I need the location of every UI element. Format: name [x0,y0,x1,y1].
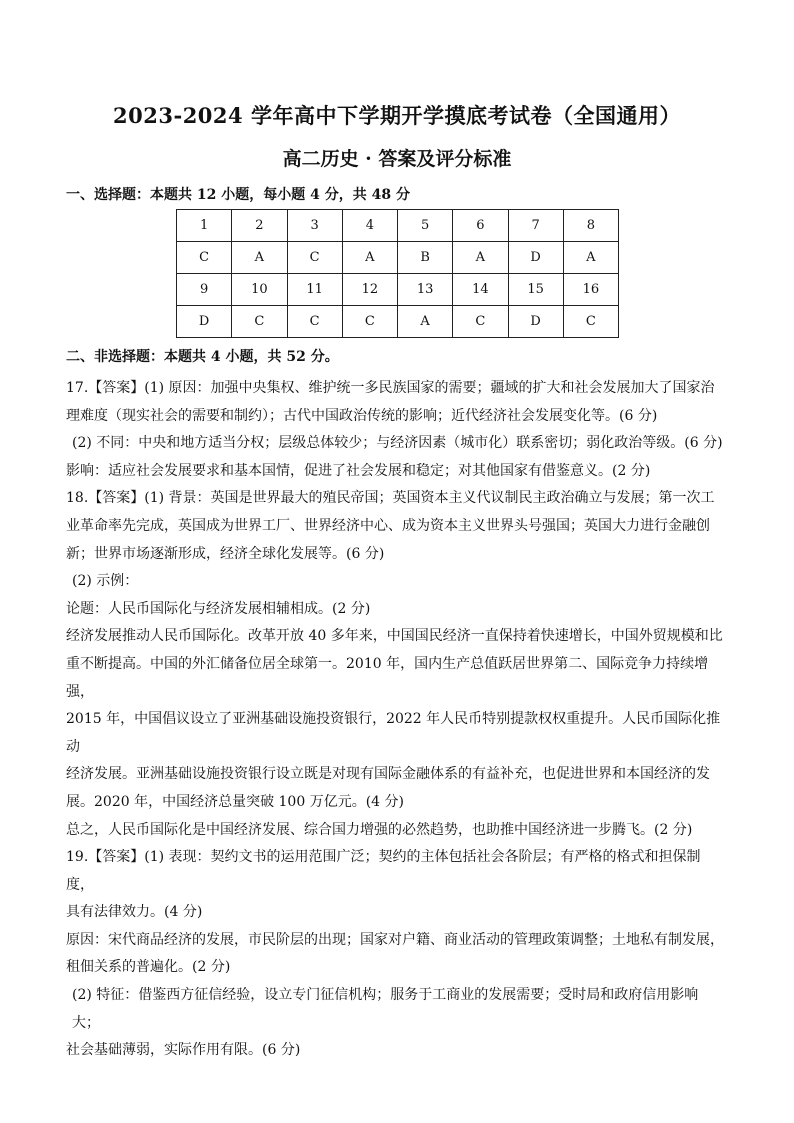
answer-table [176,209,619,338]
answer-line: 经济发展推动人民币国际化。改革开放 40 多年来，中国国民经济一直保持着快速增长，中国外贸规模和比 [66,628,723,645]
answer-line: 总之，人民币国际化是中国经济发展、综合国力增强的必然趋势，也助推中国经济进一步腾飞。(2 分) [66,821,693,838]
answer-line: (2) 不同：中央和地方适当分权；层级总体较少；与经济因素（城市化）联系密切；弱化政治等级。(6 分) [72,435,723,452]
table-cell: 16 [563,274,618,306]
answer-line: 原因：宋代商品经济的发展，市民阶层的出现；国家对户籍、商业活动的管理政策调整；土地私有制发展， [66,931,724,948]
answer-body [66,375,726,1065]
table-cell: A [342,242,397,274]
table-cell: C [563,306,618,338]
table-cell: 7 [508,210,563,242]
table-cell: 10 [232,274,287,306]
answer-line: 2015 年，中国倡议设立了亚洲基础设施投资银行，2022 年人民币特别提款权权重提升。人民币国际化推动 [66,711,721,755]
table-cell: 2 [232,210,287,242]
table-cell: A [398,306,453,338]
table-cell: C [287,306,342,338]
answer-line: 影响：适应社会发展要求和基本国情，促进了社会发展和稳定；对其他国家有借鉴意义。(2 分) [66,462,651,479]
section2-heading: 二、非选择题：本题共 4 小题，共 52 分。 [66,349,339,365]
answer-line: 19.【答案】(1) 表现：契约文书的运用范围广泛；契约的主体包括社会各阶层；有严格的格式和担保制度， [66,849,701,893]
answer-line: 理难度（现实社会的需要和制约）；古代中国政治传统的影响；近代经济社会发展变化等。(6 分) [66,407,658,424]
table-cell: 11 [287,274,342,306]
table-row [177,306,619,338]
table-cell: 5 [398,210,453,242]
table-cell: B [398,242,453,274]
table-cell: C [232,306,287,338]
table-cell: 3 [287,210,342,242]
answer-line: (2) 示例： [72,573,139,590]
table-cell: C [342,306,397,338]
answer-line: 新；世界市场逐渐形成，经济全球化发展等。(6 分) [66,545,385,562]
table-cell: D [508,242,563,274]
table-cell: A [563,242,618,274]
answer-line: 租佃关系的普遍化。(2 分) [66,959,231,976]
answer-line: 具有法律效力。(4 分) [66,904,203,921]
section1-heading: 一、选择题：本题共 12 小题，每小题 4 分，共 48 分 [66,187,410,203]
table-cell: 4 [342,210,397,242]
table-cell: C [453,306,508,338]
answer-line: 17.【答案】(1) 原因：加强中央集权、维护统一多民族国家的需要；疆域的扩大和社会发展加大了国家治 [66,380,715,396]
table-cell: C [287,242,342,274]
answer-line: 经济发展。亚洲基础设施投资银行设立既是对现有国际金融体系的有益补充，也促进世界和本国经济的发 [66,766,710,783]
answer-line: 重不断提高。中国的外汇储备位居全球第一。2010 年，国内生产总值跃居世界第二、国际竞争力持续增强， [66,655,709,700]
table-row [177,242,619,274]
answer-line: 业革命率先完成，英国成为世界工厂、世界经济中心、成为资本主义世界头号强国；英国大力进行金融创 [66,517,710,534]
table-cell: 13 [398,274,453,306]
page-title: 2023-2024 学年高中下学期开学摸底考试卷（全国通用） [113,103,681,128]
table-cell: 12 [342,274,397,306]
table-cell: 14 [453,274,508,306]
table-cell: 9 [177,274,232,306]
table-cell: A [453,242,508,274]
table-cell: 8 [563,210,618,242]
answer-line: 展。2020 年，中国经济总量突破 100 万亿元。(4 分) [66,793,404,810]
table-cell: A [232,242,287,274]
page-subtitle: 高二历史 · 答案及评分标准 [282,148,512,170]
answer-line: 18.【答案】(1) 背景：英国是世界最大的殖民帝国；英国资本主义代议制民主政治确立与发展；第一次工 [66,490,715,507]
answer-line: 社会基础薄弱，实际作用有限。(6 分) [66,1042,301,1059]
table-cell: D [508,306,563,338]
table-cell: 15 [508,274,563,306]
table-cell: 6 [453,210,508,242]
table-cell: 1 [177,210,232,242]
table-row [177,210,619,242]
answer-line: 论题：人民币国际化与经济发展相辅相成。(2 分) [66,600,371,617]
table-row [177,274,619,306]
table-cell: C [177,242,232,274]
table-cell: D [177,306,232,338]
answer-line: (2) 特征：借鉴西方征信经验，设立专门征信机构；服务于工商业的发展需要；受时局和政府信用影响大； [72,987,699,1031]
